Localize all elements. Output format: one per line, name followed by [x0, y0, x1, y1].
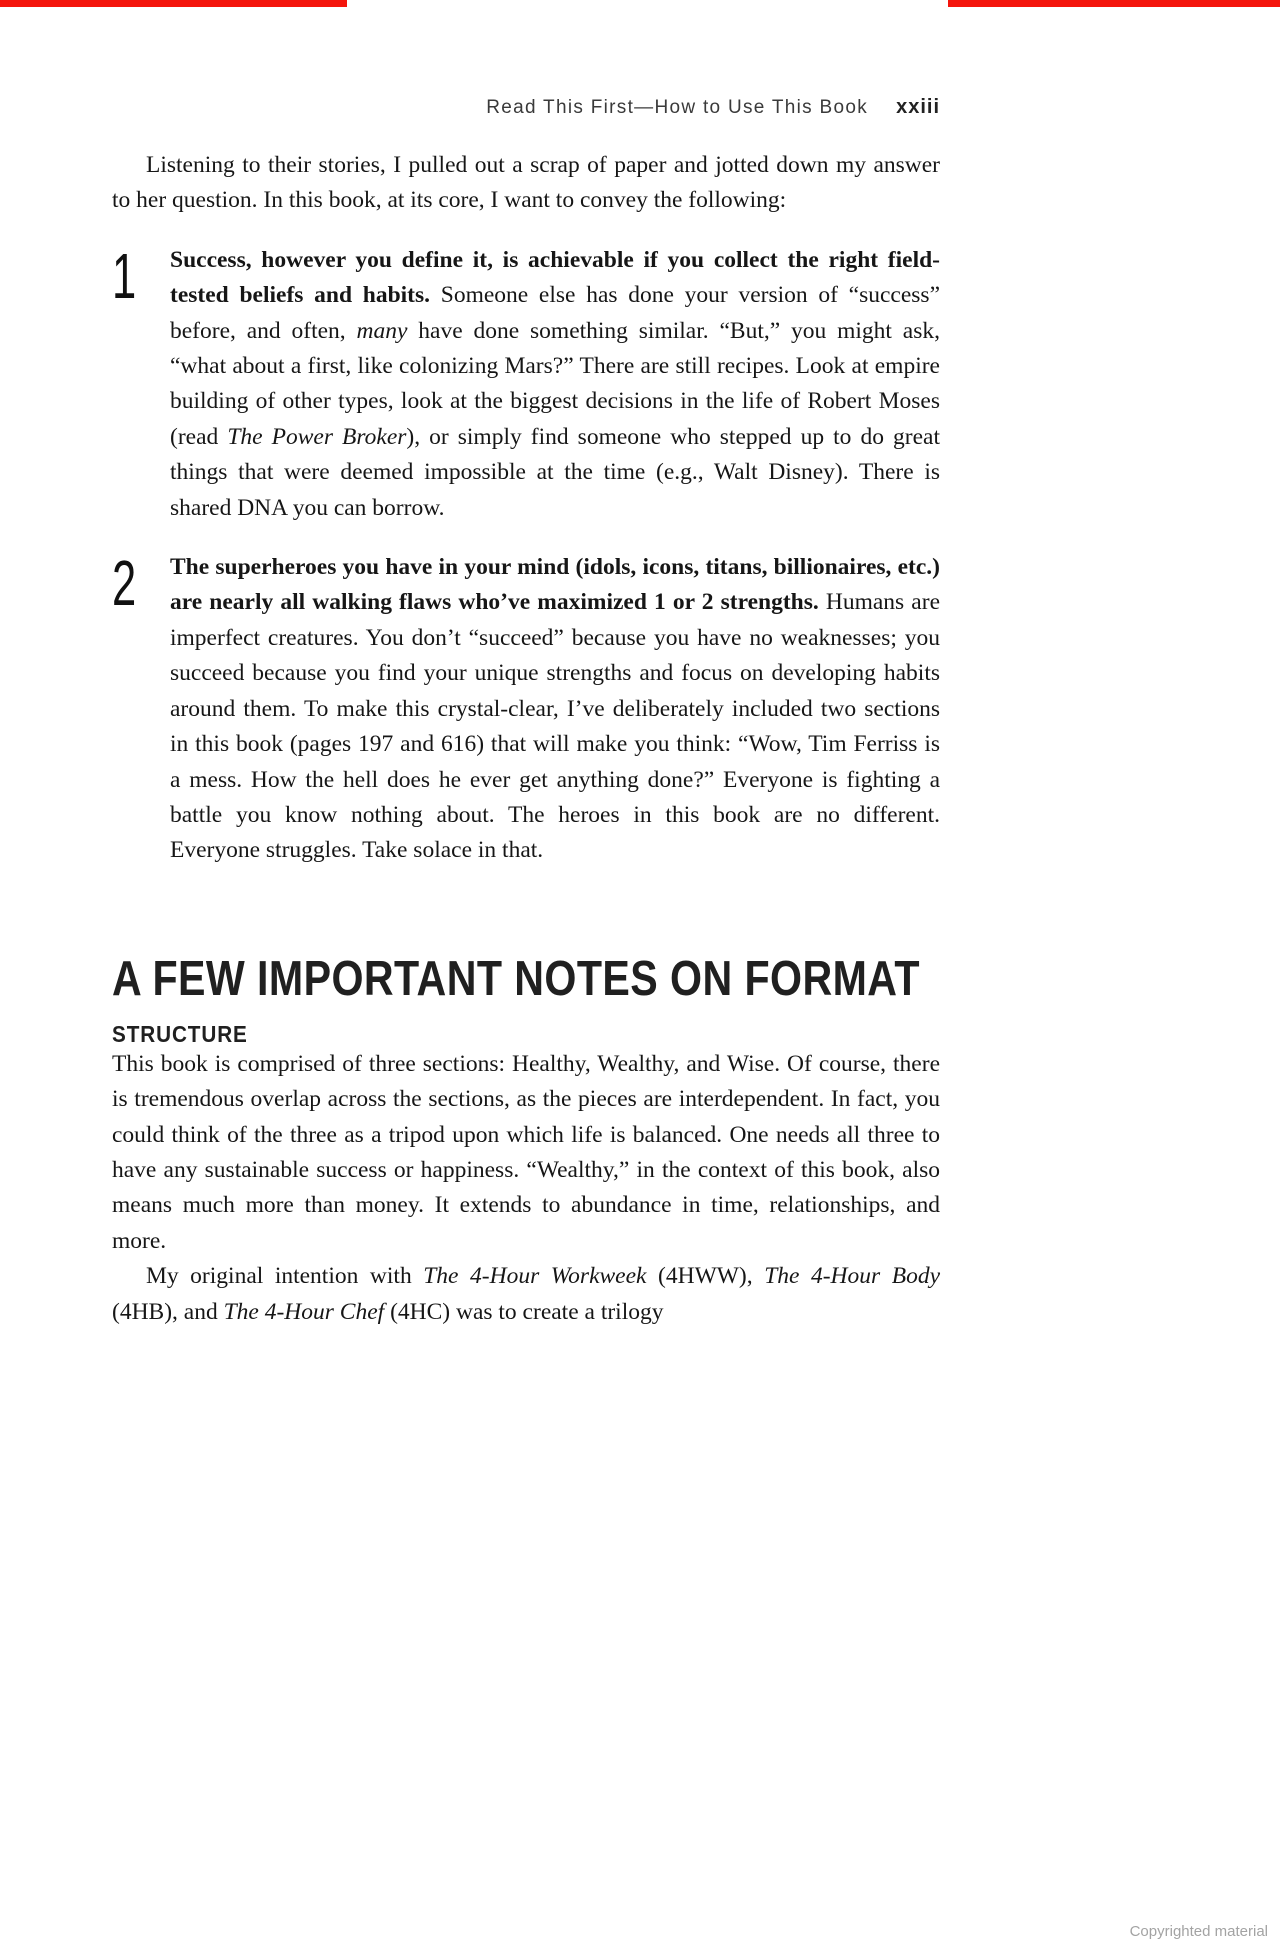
page-body — [112, 148, 940, 1330]
intention-seg: My original intention with — [146, 1263, 424, 1290]
scan-artifact-top-left — [0, 0, 347, 7]
list-item-1-italic-many: many — [356, 317, 408, 344]
book-title-4hb: The 4-Hour Body — [764, 1263, 940, 1290]
list-item-1-seg: ), or simply find someone who stepped up to do great things that were deemed impossible at the time (e.g., Walt Disney). There is shared DNA you can borrow. — [170, 423, 940, 521]
copyright-watermark: Copyrighted material — [1129, 1923, 1268, 1940]
page-header — [112, 96, 940, 119]
book-title-4hww: The 4-Hour Workweek — [423, 1263, 647, 1290]
list-item-2 — [112, 547, 940, 869]
page-number: xxiii — [896, 96, 940, 118]
list-item-1-seg: Someone else has done your version of “success” before, and often, — [170, 282, 941, 344]
list-item-1-number: 1 — [112, 239, 137, 312]
list-item-1 — [112, 239, 941, 526]
scan-artifact-top-right — [948, 0, 1280, 7]
structure-paragraph: This book is comprised of three sections: Healthy, Wealthy, and Wise. Of course, there is tremendous overlap across the sections, as the pieces are interdependent. In fact, you could think of the three as a tripod upon which life is balanced. One needs all three to have any sustainable success or happiness. “Wealthy,” in the context of this book, also means much more than money. It extends to abundance in time, relationships, and more. — [112, 1050, 940, 1254]
book-title-4hc: The 4-Hour Chef — [223, 1298, 385, 1325]
list-item-2-lead-bold: The superheroes you have in your mind (idols, icons, titans, billionaires, etc.) are nearly all walking flaws who’ve maximized 1 or 2 strengths. — [170, 554, 940, 616]
intention-paragraph — [112, 1259, 940, 1330]
section-subheading: STRUCTURE — [112, 1020, 248, 1047]
list-item-1-italic-title: The Power Broker — [227, 423, 407, 450]
running-title: Read This First—How to Use This Book — [486, 97, 869, 118]
intention-seg: (4HC) was to create a trilogy — [384, 1298, 664, 1325]
list-item-1-seg: have done something similar. “But,” you might ask, “what about a first, like colonizing Mars?” There are still recipes. Look at empire building of other types, look at the biggest decisions in the life of Robert Moses (read — [170, 317, 940, 450]
section-heading: A FEW IMPORTANT NOTES ON FORMAT — [112, 951, 920, 1006]
list-item-2-seg: Humans are imperfect creatures. You don’t “succeed” because you have no weaknesses; you succeed because you find your unique strengths and focus on developing habits around them. To make this crystal-clear, I’ve deliberately included two sections in this book (pages 197 and 616) that will make you think: “Wow, Tim Ferriss is a mess. How the hell does he ever get anything done?” Everyone is fighting a battle you know nothing about. The heroes in this book are no different. Everyone struggles. Take solace in that. — [170, 589, 940, 864]
list-item-1-lead-bold: Success, however you define it, is achievable if you collect the right field-tested beliefs and habits. — [170, 246, 940, 309]
intro-paragraph: Listening to their stories, I pulled out a scrap of paper and jotted down my answer to her question. In this book, at its core, I want to convey the following: — [112, 152, 940, 214]
intention-seg: (4HWW), — [646, 1263, 765, 1290]
list-item-1-text — [170, 243, 940, 526]
list-item-2-text — [170, 550, 940, 869]
intention-seg: (4HB), and — [112, 1298, 224, 1325]
list-item-2-number: 2 — [112, 547, 137, 620]
